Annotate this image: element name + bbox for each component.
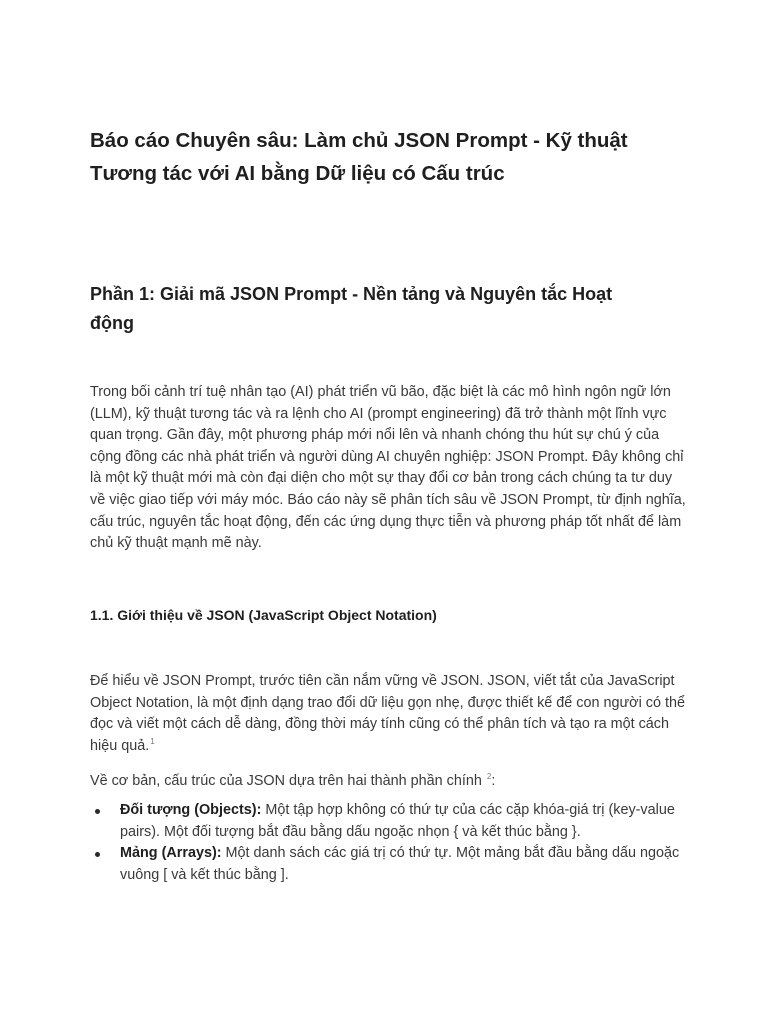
list-item bbox=[90, 800, 690, 843]
json-structure-text: Về cơ bản, cấu trúc của JSON dựa trên hai thành phần chính bbox=[90, 773, 486, 789]
intro-paragraph: Trong bối cảnh trí tuệ nhân tạo (AI) phát triển vũ bão, đặc biệt là các mô hình ngôn ngữ lớn (LLM), kỹ thuật tương tác và ra lệnh cho AI (prompt engineering) đã trở thành một lĩnh vực quan trọng. Gần đây, một phương pháp mới nổi lên và nhanh chóng thu hút sự chú ý của cộng đồng các nhà phát triển và người dùng AI chuyên nghiệp: JSON Prompt. Đây không chỉ là một kỹ thuật mới mà còn đại diện cho một sự thay đổi cơ bản trong cách chúng ta tư duy về việc giao tiếp với máy móc. Báo cáo này sẽ phân tích sâu về JSON Prompt, từ định nghĩa, cấu trúc, nguyên tắc hoạt động, đến các ứng dụng thực tiễn và phương pháp tốt nhất để làm chủ kỹ thuật mạnh mẽ này. bbox=[90, 384, 686, 552]
list-item-text: Một danh sách các giá trị có thứ tự. Một mảng bắt đầu bằng dấu ngoặc vuông [ và kết thúc bằng ]. bbox=[120, 845, 680, 883]
json-structure-colon: : bbox=[491, 773, 496, 789]
document-title: Báo cáo Chuyên sâu: Làm chủ JSON Prompt - Kỹ thuật Tương tác với AI bằng Dữ liệu có Cấu trúc bbox=[90, 129, 628, 185]
json-components-list bbox=[90, 800, 690, 886]
list-item-term: Mảng (Arrays): bbox=[120, 845, 222, 862]
list-item bbox=[90, 843, 690, 886]
bullet-icon bbox=[95, 852, 100, 857]
list-item-term: Đối tượng (Objects): bbox=[120, 802, 262, 818]
footnote-ref-1[interactable]: 1 bbox=[150, 736, 155, 746]
json-structure-paragraph bbox=[90, 771, 690, 793]
subsection-heading: 1.1. Giới thiệu về JSON (JavaScript Object Notation) bbox=[90, 607, 437, 623]
footnote-ref-2[interactable]: 2 bbox=[486, 772, 492, 781]
json-definition-text: Để hiểu về JSON Prompt, trước tiên cần nắm vững về JSON. JSON, viết tắt của JavaScript Object Notation, là một định dạng trao đổi dữ liệu gọn nhẹ, được thiết kế để con người có thể đọc và viết một cách dễ dàng, đồng thời máy tính cũng có thể phân tích và tạo ra một cách hiệu quả. bbox=[90, 673, 685, 754]
json-definition-paragraph bbox=[90, 671, 690, 757]
list-item-text: Một tập hợp không có thứ tự của các cặp khóa-giá trị (key-value pairs). Một đối tượng bắt đầu bằng dấu ngoặc nhọn { và kết thúc bằng }. bbox=[120, 802, 675, 840]
bullet-icon bbox=[95, 809, 100, 814]
section-heading: Phần 1: Giải mã JSON Prompt - Nền tảng và Nguyên tắc Hoạt động bbox=[90, 284, 613, 333]
